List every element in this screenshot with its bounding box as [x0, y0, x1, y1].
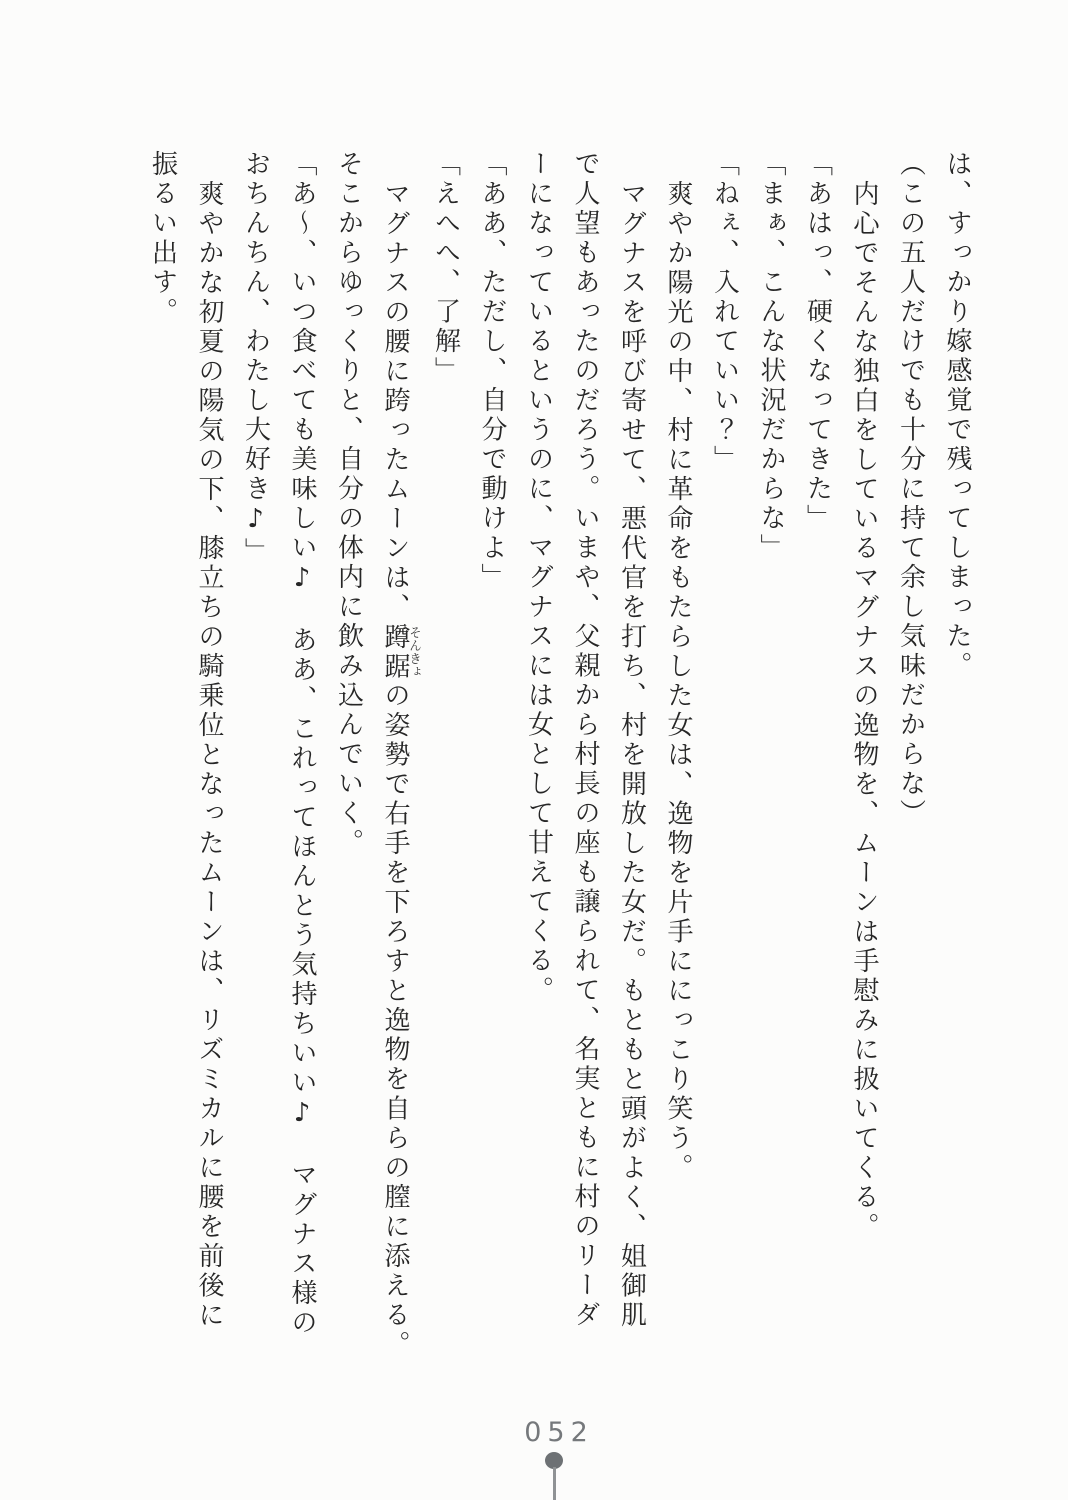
text-line: 爽やか陽光の中、村に革命をもたらした女は、逸物を片手ににっこり笑う。 [663, 180, 693, 1183]
text-line: 「あ〜、いつ食べても美味しい♪ ああ、これってほんとう気持ちいい♪ マグナス様の [287, 150, 317, 1338]
text-line: で人望もあったのだろう。いまや、父親から村長の座も譲られて、名実ともに村のリーダ [570, 150, 600, 1330]
text-line: 「ああ、ただし、自分で動けよ」 [477, 150, 507, 593]
text-line: 内心でそんな独白をしているマグナスの逸物を、ムーンは手慰みに扱いてくる。 [849, 180, 879, 1242]
text-line: 「あはっ、硬くなってきた」 [802, 150, 833, 534]
ruby-annotation: そんきょ [407, 622, 423, 682]
text-line: 爽やかな初夏の陽気の下、膝立ちの騎乗位となったムーンは、リズミカルに腰を前後に [194, 180, 224, 1331]
text-segment: マグナスの腰に跨ったムーンは、 [380, 180, 410, 623]
text-line: ーになっているというのに、マグナスには女として甘えてくる。 [523, 150, 554, 1006]
page-number: 052 [524, 1417, 594, 1448]
text-segment: の姿勢で右手を下ろすと逸物を自らの膣に添える。 [380, 681, 410, 1360]
footer-line-ornament [553, 1467, 556, 1500]
ruby-base: 蹲踞 [380, 622, 410, 682]
text-line: マグナスを呼び寄せて、悪代官を打ち、村を開放した女だ。もともと頭がよく、姐御肌 [616, 180, 647, 1331]
text-line: は、すっかり嫁感覚で残ってしまった。 [942, 150, 972, 681]
vertical-text-block [139, 150, 980, 1360]
text-line: 「えへへ、了解」 [430, 150, 461, 386]
text-line: 振るい出す。 [147, 150, 178, 327]
text-line: （この五人だけでも十分に持て余し気味だからな） [895, 150, 926, 829]
text-line-ruby [372, 150, 423, 1360]
text-line: おちんちん、わたし大好き♪」 [240, 150, 271, 567]
ruby-sonkyo [380, 622, 423, 682]
text-line: そこからゆっくりと、自分の体内に飲み込んでいく。 [333, 150, 364, 858]
text-line: 「まぁ、こんな状況だからな」 [756, 150, 786, 563]
text-line: 「ねぇ、入れていい？」 [709, 150, 740, 475]
